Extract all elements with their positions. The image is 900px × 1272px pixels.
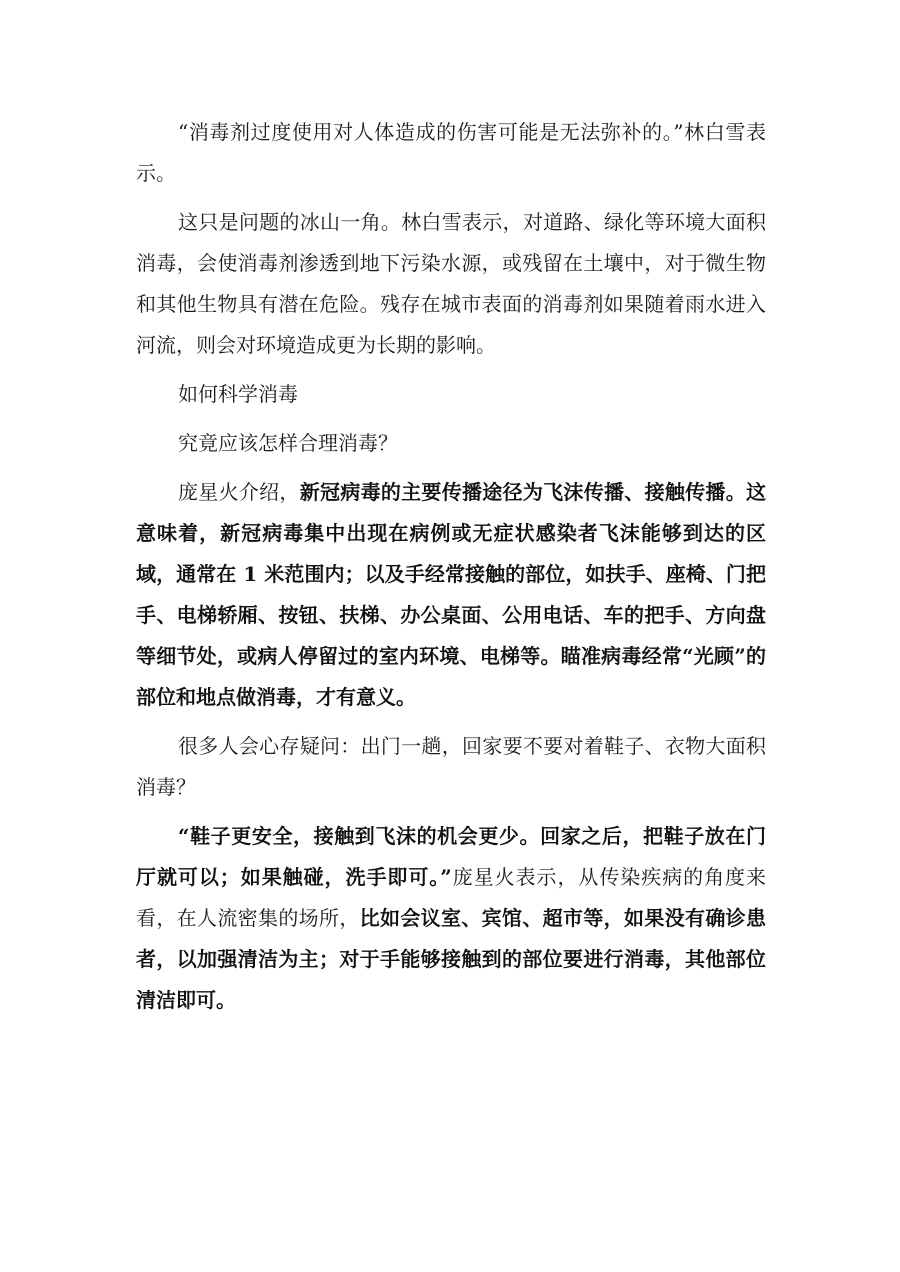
paragraph-bold-text: 比如会议室、宾馆、超市等，如果没有确诊患者，以加强清洁为主；对于手能够接触到的部位要进行消毒，其他部位清洁即可。: [136, 906, 767, 1012]
paragraph-environment-impact: [136, 202, 766, 366]
paragraph-quote-linbaixue: [136, 112, 766, 194]
paragraph-shoes-advice: [136, 816, 766, 1021]
paragraph-bold-text: “鞋子更安全，接触到飞沫的机会更少。回家之后，把鞋子放在门厅就可以；如果触碰，洗手即可。”: [136, 824, 766, 889]
paragraph-transmission-routes: [136, 472, 766, 718]
paragraph-common-question: [136, 726, 766, 808]
paragraph-text: 很多人会心存疑问：出门一趟，回家要不要对着鞋子、衣物大面积消毒？: [136, 734, 766, 799]
heading-text: 如何科学消毒: [178, 382, 298, 406]
paragraph-bold-text: 新冠病毒的主要传播途径为飞沫传播、接触传播。这意味着，新冠病毒集中出现在病例或无症状感染者飞沫能够到达的区域，通常在 1 米范围内；以及手经常接触的部位，如扶手、座椅、门把手、电梯轿厢、按钮、扶梯、办公桌面、公用电话、车的把手、方向盘等细节处，或病人停留过的室内环境、电梯等。瞄准病毒经常“光顾”的部位和地点做消毒，才有意义。: [136, 480, 767, 709]
paragraph-text: 这只是问题的冰山一角。林白雪表示，对道路、绿化等环境大面积消毒，会使消毒剂渗透到地下污染水源，或残留在土壤中，对于微生物和其他生物具有潜在危险。残存在城市表面的消毒剂如果随着雨水进入河流，则会对环境造成更为长期的影响。: [136, 210, 766, 357]
paragraph-text: 庞星火表示，从传染疾病的角度来看，在人流密集的场所，: [136, 865, 766, 930]
document-body: [136, 112, 766, 1029]
paragraph-text: 庞星火介绍，: [178, 480, 300, 504]
paragraph-text: 究竟应该怎样合理消毒？: [178, 431, 398, 455]
paragraph-text: “消毒剂过度使用对人体造成的伤害可能是无法弥补的。”林白雪表示。: [136, 120, 766, 185]
paragraph-question: [136, 423, 766, 464]
section-heading: [136, 374, 766, 415]
